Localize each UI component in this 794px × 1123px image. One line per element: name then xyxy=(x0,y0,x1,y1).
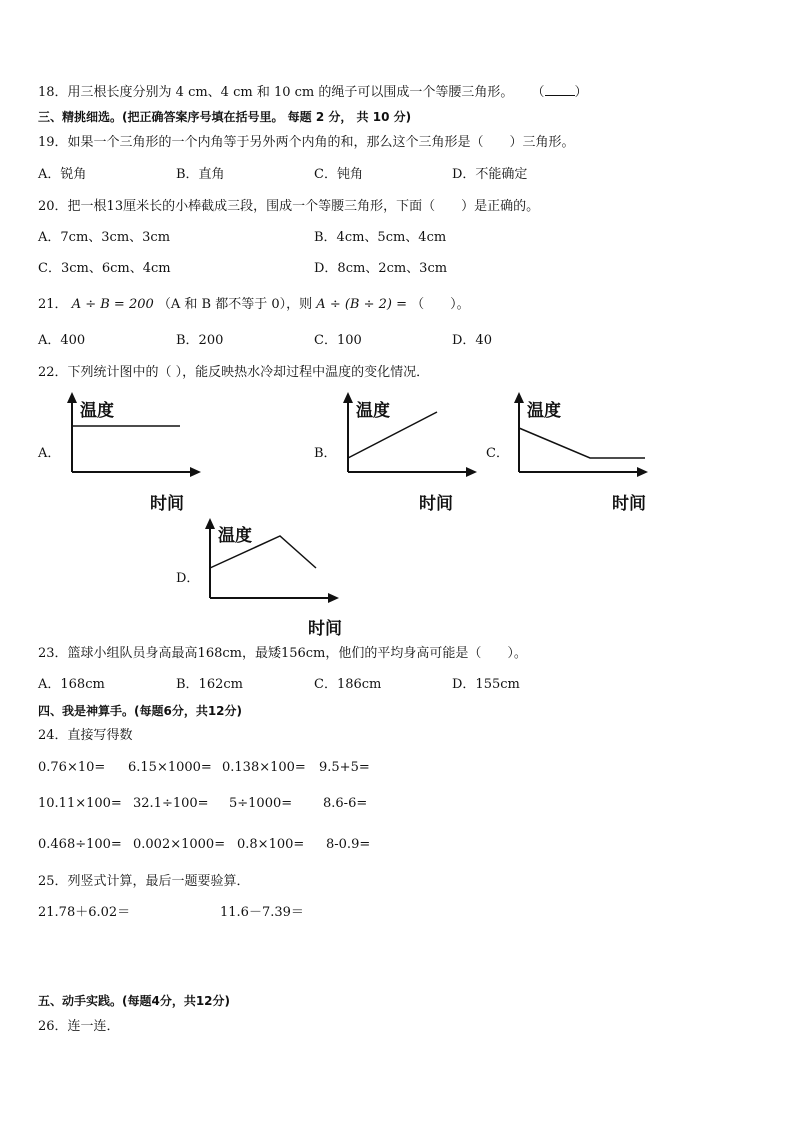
q19-option-d[interactable]: D．不能确定 xyxy=(452,167,528,182)
q22-graph-c-xlabel: 时间 xyxy=(612,494,646,514)
q24-calc-r2-c3: 5÷1000= xyxy=(229,796,293,811)
q23-option-b[interactable]: B．162cm xyxy=(176,677,243,692)
q24-calc-r3-c3: 0.8×100= xyxy=(237,837,305,852)
q18-line: 18．用三根长度分别为 4 cm、4 cm 和 10 cm 的绳子可以围成一个等腰三角形。 （ ） xyxy=(38,85,588,100)
q24-calc-r2-c4: 8.6-6= xyxy=(323,796,368,811)
y-axis-arrow-icon xyxy=(514,392,524,403)
q18-text: 18．用三根长度分别为 4 cm、4 cm 和 10 cm 的绳子可以围成一个等腰三角形。 xyxy=(38,85,514,100)
q25-item-1: 21.78＋6.02＝ xyxy=(38,905,131,920)
q25-item-2: 11.6－7.39＝ xyxy=(220,905,304,920)
q20-option-c[interactable]: C．3cm、6cm、4cm xyxy=(38,261,171,276)
section-4-title: 四、我是神算手。(每题6分，共12分) xyxy=(38,704,243,718)
q22-graph-b-ylabel: 温度 xyxy=(356,401,390,421)
q21-option-a[interactable]: A．400 xyxy=(38,333,86,348)
q22-option-b-label[interactable]: B． xyxy=(314,446,337,461)
q21-expr-2: A ÷ (B ÷ 2) = xyxy=(316,297,407,312)
q22-graph-b-xlabel: 时间 xyxy=(419,494,453,514)
q18-answer-blank[interactable] xyxy=(545,83,575,96)
q24-calc-r1-c2: 6.15×1000= xyxy=(128,760,212,775)
q19-option-a[interactable]: A．锐角 xyxy=(38,167,87,182)
q20-option-a[interactable]: A．7cm、3cm、3cm xyxy=(38,230,171,245)
q22-graph-c-ylabel: 温度 xyxy=(527,401,561,421)
y-axis-arrow-icon xyxy=(205,518,215,529)
q22-graph-d-xlabel: 时间 xyxy=(308,619,342,639)
q23-option-a[interactable]: A．168cm xyxy=(38,677,105,692)
section-3-title: 三、精挑细选。(把正确答案序号填在括号里。 每题 2 分， 共 10 分) xyxy=(38,110,412,124)
temperature-line xyxy=(519,428,645,458)
q24-calc-r3-c1: 0.468÷100= xyxy=(38,837,122,852)
q26-text: 26．连一连． xyxy=(38,1019,120,1034)
q19-text: 19．如果一个三角形的一个内角等于另外两个内角的和，那么这个三角形是（ ）三角形。 xyxy=(38,135,575,150)
q20-option-b[interactable]: B．4cm、5cm、4cm xyxy=(314,230,447,245)
q21-text: 21． A ÷ B = 200 （A 和 B 都不等于 0），则 A ÷ (B ÷ 2) = （ ）。 xyxy=(38,297,470,312)
q24-calc-r3-c4: 8-0.9= xyxy=(326,837,371,852)
q24-calc-r1-c3: 0.138×100= xyxy=(222,760,306,775)
y-axis-arrow-icon xyxy=(67,392,77,403)
q23-option-c[interactable]: C．186cm xyxy=(314,677,382,692)
q21-option-d[interactable]: D．40 xyxy=(452,333,492,348)
q22-graph-a-ylabel: 温度 xyxy=(80,401,114,421)
q23-option-d[interactable]: D．155cm xyxy=(452,677,520,692)
q22-graph-a-xlabel: 时间 xyxy=(150,494,184,514)
q25-text: 25．列竖式计算，最后一题要验算． xyxy=(38,874,250,889)
q22-option-d-label[interactable]: D． xyxy=(176,571,200,586)
y-axis-arrow-icon xyxy=(343,392,353,403)
q19-option-b[interactable]: B．直角 xyxy=(176,167,225,182)
x-axis-arrow-icon xyxy=(466,467,477,477)
q22-option-c-label[interactable]: C． xyxy=(486,446,509,461)
q24-calc-r2-c2: 32.1÷100= xyxy=(133,796,209,811)
x-axis-arrow-icon xyxy=(328,593,339,603)
x-axis-arrow-icon xyxy=(190,467,201,477)
q24-calc-r1-c4: 9.5+5= xyxy=(319,760,370,775)
x-axis-arrow-icon xyxy=(637,467,648,477)
q21-option-c[interactable]: C．100 xyxy=(314,333,362,348)
section-5-title: 五、动手实践。(每题4分，共12分) xyxy=(38,994,231,1008)
q22-option-a-label[interactable]: A． xyxy=(38,446,61,461)
q24-calc-r3-c2: 0.002×1000= xyxy=(133,837,226,852)
q22-graph-d-ylabel: 温度 xyxy=(218,526,252,546)
q24-calc-r2-c1: 10.11×100= xyxy=(38,796,122,811)
q19-option-c[interactable]: C．钝角 xyxy=(314,167,363,182)
q20-option-d[interactable]: D．8cm、2cm、3cm xyxy=(314,261,448,276)
q23-text: 23．篮球小组队员身高最高168cm，最矮156cm，他们的平均身高可能是（ ）。 xyxy=(38,646,527,661)
q24-calc-r1-c1: 0.76×10= xyxy=(38,760,106,775)
q21-expr-1: A ÷ B = 200 xyxy=(71,297,154,312)
q24-text: 24．直接写得数 xyxy=(38,728,133,743)
q21-option-b[interactable]: B．200 xyxy=(176,333,224,348)
q20-text: 20．把一根13厘米长的小棒截成三段，围成一个等腰三角形，下面（ ）是正确的。 xyxy=(38,199,540,214)
q22-text: 22．下列统计图中的（ ），能反映热水冷却过程中温度的变化情况． xyxy=(38,365,430,380)
